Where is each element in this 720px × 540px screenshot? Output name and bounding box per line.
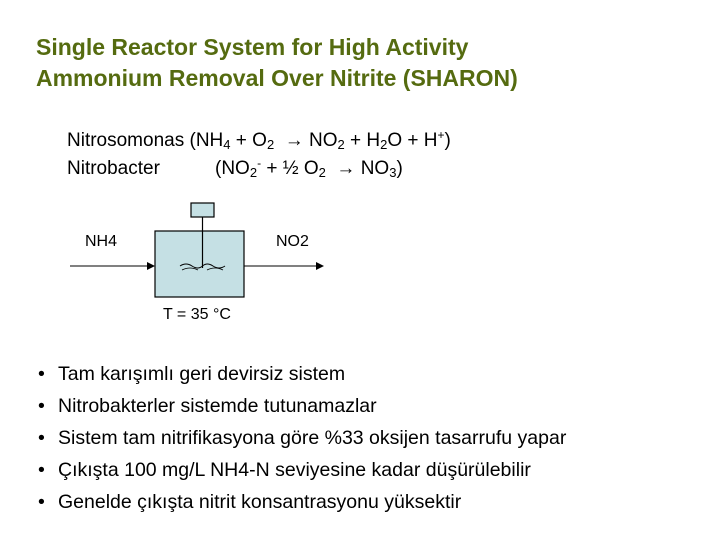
- subscript: 2: [337, 137, 345, 152]
- inlet-label: NH4: [85, 233, 118, 250]
- reaction-text: + H: [344, 130, 381, 151]
- title-line-1: Single Reactor System for High Activity: [36, 34, 469, 60]
- subscript: 2: [318, 165, 326, 180]
- temperature-label: T = 35 °C: [163, 306, 231, 323]
- subscript: 3: [389, 165, 397, 180]
- reaction-text: ): [396, 158, 403, 179]
- reaction-text: + ½ O: [261, 158, 319, 179]
- subscript: 2: [266, 137, 275, 152]
- bullet-item: • Sistem tam nitrifikasyona göre %33 oksijen tasarrufu yapar: [38, 422, 566, 454]
- subscript: 2: [380, 137, 388, 152]
- outlet-label: NO2: [276, 233, 309, 250]
- subscript: 2: [249, 165, 258, 180]
- mixer-motor: [191, 203, 214, 217]
- reaction-text: O + H: [387, 130, 438, 151]
- reaction-text: → NO: [325, 158, 390, 179]
- bullet-list: [38, 358, 566, 518]
- bullet-item: • Çıkışta 100 mg/L NH4-N seviyesine kadar düşürülebilir: [38, 454, 566, 486]
- reaction-text: (NO: [215, 158, 250, 179]
- bullet-item: • Genelde çıkışta nitrit konsantrasyonu yüksektir: [38, 486, 566, 518]
- organism-nitrosomonas: Nitrosomonas: [67, 130, 185, 151]
- organism-nitrobacter: Nitrobacter: [67, 158, 160, 179]
- bullet-item: • Nitrobakterler sistemde tutunamazlar: [38, 390, 566, 422]
- reaction-text: + O: [230, 130, 267, 151]
- title-line-2: Ammonium Removal Over Nitrite (SHARON): [36, 65, 518, 91]
- reaction-text: (NH: [189, 130, 224, 151]
- bullet-item: • Tam karışımlı geri devirsiz sistem: [38, 358, 566, 390]
- subscript: 4: [223, 137, 231, 152]
- reaction-text: → NO: [274, 130, 338, 151]
- superscript: +: [437, 128, 445, 142]
- reactor-tank: [155, 231, 244, 297]
- reaction-text: ): [444, 130, 451, 151]
- superscript: -: [257, 156, 262, 170]
